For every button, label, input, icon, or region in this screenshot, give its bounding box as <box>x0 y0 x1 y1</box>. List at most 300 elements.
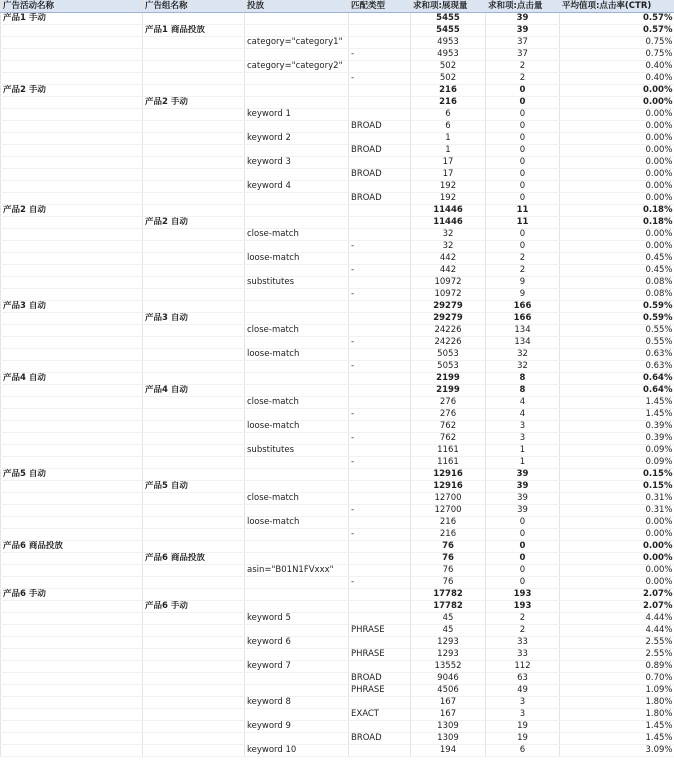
match-type-cell[interactable]: BROAD <box>349 193 411 205</box>
match-type-cell[interactable]: PHRASE <box>349 649 411 661</box>
ad-group-cell[interactable] <box>143 13 245 25</box>
targeting-cell[interactable]: close-match <box>245 229 349 241</box>
match-type-cell[interactable] <box>349 37 411 49</box>
impressions-cell[interactable]: 216 <box>411 97 486 109</box>
ad-group-cell[interactable] <box>143 241 245 253</box>
campaign-cell[interactable] <box>1 697 143 709</box>
campaign-cell[interactable] <box>1 169 143 181</box>
campaign-cell[interactable] <box>1 649 143 661</box>
ctr-cell[interactable]: 0.15% <box>560 469 674 481</box>
ctr-cell[interactable]: 0.70% <box>560 673 674 685</box>
ad-group-cell[interactable] <box>143 157 245 169</box>
clicks-cell[interactable]: 3 <box>486 697 560 709</box>
clicks-cell[interactable]: 0 <box>486 133 560 145</box>
campaign-cell[interactable] <box>1 397 143 409</box>
clicks-cell[interactable]: 2 <box>486 253 560 265</box>
impressions-cell[interactable]: 442 <box>411 253 486 265</box>
ad-group-cell[interactable] <box>143 229 245 241</box>
ad-group-cell[interactable] <box>143 409 245 421</box>
targeting-cell[interactable] <box>245 25 349 37</box>
campaign-cell[interactable] <box>1 217 143 229</box>
clicks-cell[interactable]: 32 <box>486 361 560 373</box>
impressions-cell[interactable]: 1309 <box>411 721 486 733</box>
ctr-cell[interactable]: 1.45% <box>560 733 674 745</box>
campaign-cell[interactable] <box>1 493 143 505</box>
targeting-cell[interactable] <box>245 625 349 637</box>
impressions-cell[interactable]: 9046 <box>411 673 486 685</box>
match-type-cell[interactable] <box>349 493 411 505</box>
campaign-cell[interactable] <box>1 133 143 145</box>
ad-group-cell[interactable] <box>143 73 245 85</box>
impressions-cell[interactable]: 216 <box>411 529 486 541</box>
impressions-cell[interactable]: 11446 <box>411 205 486 217</box>
clicks-cell[interactable]: 39 <box>486 469 560 481</box>
impressions-cell[interactable]: 1293 <box>411 637 486 649</box>
ctr-cell[interactable]: 3.09% <box>560 745 674 757</box>
clicks-cell[interactable]: 11 <box>486 217 560 229</box>
ad-group-cell[interactable] <box>143 577 245 589</box>
ctr-cell[interactable]: 0.64% <box>560 385 674 397</box>
targeting-cell[interactable] <box>245 385 349 397</box>
match-type-cell[interactable] <box>349 253 411 265</box>
impressions-cell[interactable]: 1161 <box>411 445 486 457</box>
targeting-cell[interactable]: asin="B01N1FVxxx" <box>245 565 349 577</box>
targeting-cell[interactable]: close-match <box>245 397 349 409</box>
targeting-cell[interactable] <box>245 529 349 541</box>
impressions-cell[interactable]: 762 <box>411 421 486 433</box>
targeting-cell[interactable] <box>245 733 349 745</box>
ad-group-cell[interactable] <box>143 349 245 361</box>
targeting-cell[interactable] <box>245 373 349 385</box>
impressions-cell[interactable]: 13552 <box>411 661 486 673</box>
ctr-cell[interactable]: 0.00% <box>560 541 674 553</box>
impressions-cell[interactable]: 32 <box>411 241 486 253</box>
campaign-cell[interactable] <box>1 337 143 349</box>
campaign-cell[interactable] <box>1 565 143 577</box>
ctr-cell[interactable]: 0.18% <box>560 217 674 229</box>
ctr-cell[interactable]: 0.45% <box>560 265 674 277</box>
ad-group-cell[interactable] <box>143 361 245 373</box>
match-type-cell[interactable] <box>349 277 411 289</box>
ctr-cell[interactable]: 0.08% <box>560 277 674 289</box>
campaign-cell[interactable] <box>1 745 143 757</box>
ctr-cell[interactable]: 1.45% <box>560 721 674 733</box>
clicks-cell[interactable]: 0 <box>486 169 560 181</box>
clicks-cell[interactable]: 166 <box>486 301 560 313</box>
clicks-cell[interactable]: 0 <box>486 241 560 253</box>
targeting-cell[interactable]: category="category1" <box>245 37 349 49</box>
impressions-cell[interactable]: 194 <box>411 745 486 757</box>
impressions-cell[interactable]: 502 <box>411 61 486 73</box>
header-targeting[interactable]: 投放 <box>245 0 349 13</box>
clicks-cell[interactable]: 2 <box>486 61 560 73</box>
campaign-cell[interactable] <box>1 241 143 253</box>
impressions-cell[interactable]: 11446 <box>411 217 486 229</box>
clicks-cell[interactable]: 4 <box>486 409 560 421</box>
campaign-cell[interactable] <box>1 313 143 325</box>
clicks-cell[interactable]: 63 <box>486 673 560 685</box>
targeting-cell[interactable] <box>245 145 349 157</box>
impressions-cell[interactable]: 76 <box>411 541 486 553</box>
impressions-cell[interactable]: 167 <box>411 709 486 721</box>
clicks-cell[interactable]: 0 <box>486 577 560 589</box>
match-type-cell[interactable] <box>349 229 411 241</box>
ad-group-cell[interactable] <box>143 61 245 73</box>
ctr-cell[interactable]: 1.09% <box>560 685 674 697</box>
match-type-cell[interactable] <box>349 697 411 709</box>
campaign-cell[interactable] <box>1 721 143 733</box>
targeting-cell[interactable] <box>245 85 349 97</box>
ad-group-cell[interactable]: 产品2 自动 <box>143 217 245 229</box>
impressions-cell[interactable]: 12916 <box>411 469 486 481</box>
ad-group-cell[interactable] <box>143 637 245 649</box>
campaign-cell[interactable] <box>1 457 143 469</box>
targeting-cell[interactable] <box>245 553 349 565</box>
campaign-cell[interactable] <box>1 553 143 565</box>
ad-group-cell[interactable] <box>143 193 245 205</box>
campaign-cell[interactable] <box>1 277 143 289</box>
ctr-cell[interactable]: 2.07% <box>560 589 674 601</box>
ctr-cell[interactable]: 2.55% <box>560 637 674 649</box>
targeting-cell[interactable] <box>245 49 349 61</box>
targeting-cell[interactable] <box>245 481 349 493</box>
header-campaign[interactable]: 广告活动名称 <box>1 0 143 13</box>
ad-group-cell[interactable]: 产品3 自动 <box>143 313 245 325</box>
ctr-cell[interactable]: 0.57% <box>560 25 674 37</box>
clicks-cell[interactable]: 134 <box>486 337 560 349</box>
clicks-cell[interactable]: 39 <box>486 13 560 25</box>
impressions-cell[interactable]: 1293 <box>411 649 486 661</box>
clicks-cell[interactable]: 193 <box>486 589 560 601</box>
clicks-cell[interactable]: 4 <box>486 397 560 409</box>
match-type-cell[interactable] <box>349 565 411 577</box>
ad-group-cell[interactable] <box>143 37 245 49</box>
ctr-cell[interactable]: 0.08% <box>560 289 674 301</box>
targeting-cell[interactable]: category="category2" <box>245 61 349 73</box>
impressions-cell[interactable]: 2199 <box>411 373 486 385</box>
match-type-cell[interactable] <box>349 553 411 565</box>
clicks-cell[interactable]: 9 <box>486 289 560 301</box>
campaign-cell[interactable] <box>1 505 143 517</box>
clicks-cell[interactable]: 49 <box>486 685 560 697</box>
ad-group-cell[interactable] <box>143 169 245 181</box>
campaign-cell[interactable] <box>1 193 143 205</box>
targeting-cell[interactable]: keyword 6 <box>245 637 349 649</box>
ad-group-cell[interactable] <box>143 745 245 757</box>
targeting-cell[interactable] <box>245 169 349 181</box>
ctr-cell[interactable]: 0.18% <box>560 205 674 217</box>
targeting-cell[interactable] <box>245 361 349 373</box>
impressions-cell[interactable]: 216 <box>411 85 486 97</box>
header-impressions[interactable]: 求和项:展现量 <box>411 0 486 13</box>
ad-group-cell[interactable] <box>143 505 245 517</box>
ad-group-cell[interactable] <box>143 541 245 553</box>
ad-group-cell[interactable] <box>143 625 245 637</box>
ad-group-cell[interactable] <box>143 133 245 145</box>
campaign-cell[interactable] <box>1 685 143 697</box>
ctr-cell[interactable]: 0.57% <box>560 13 674 25</box>
campaign-cell[interactable] <box>1 709 143 721</box>
clicks-cell[interactable]: 3 <box>486 421 560 433</box>
impressions-cell[interactable]: 12700 <box>411 505 486 517</box>
match-type-cell[interactable]: EXACT <box>349 709 411 721</box>
match-type-cell[interactable]: - <box>349 505 411 517</box>
clicks-cell[interactable]: 0 <box>486 109 560 121</box>
header-ad-group[interactable]: 广告组名称 <box>143 0 245 13</box>
ad-group-cell[interactable] <box>143 613 245 625</box>
ad-group-cell[interactable] <box>143 709 245 721</box>
targeting-cell[interactable] <box>245 217 349 229</box>
match-type-cell[interactable]: BROAD <box>349 145 411 157</box>
campaign-cell[interactable] <box>1 145 143 157</box>
ad-group-cell[interactable] <box>143 721 245 733</box>
ctr-cell[interactable]: 0.89% <box>560 661 674 673</box>
impressions-cell[interactable]: 4953 <box>411 37 486 49</box>
clicks-cell[interactable]: 193 <box>486 601 560 613</box>
campaign-cell[interactable] <box>1 637 143 649</box>
ctr-cell[interactable]: 0.75% <box>560 49 674 61</box>
ctr-cell[interactable]: 0.00% <box>560 553 674 565</box>
impressions-cell[interactable]: 5455 <box>411 13 486 25</box>
targeting-cell[interactable]: close-match <box>245 493 349 505</box>
clicks-cell[interactable]: 166 <box>486 313 560 325</box>
ctr-cell[interactable]: 0.64% <box>560 373 674 385</box>
match-type-cell[interactable] <box>349 313 411 325</box>
campaign-cell[interactable] <box>1 517 143 529</box>
clicks-cell[interactable]: 0 <box>486 97 560 109</box>
targeting-cell[interactable] <box>245 541 349 553</box>
ad-group-cell[interactable] <box>143 493 245 505</box>
campaign-cell[interactable] <box>1 661 143 673</box>
ctr-cell[interactable]: 0.31% <box>560 505 674 517</box>
impressions-cell[interactable]: 12916 <box>411 481 486 493</box>
campaign-cell[interactable] <box>1 733 143 745</box>
clicks-cell[interactable]: 0 <box>486 121 560 133</box>
ad-group-cell[interactable] <box>143 289 245 301</box>
targeting-cell[interactable]: loose-match <box>245 253 349 265</box>
targeting-cell[interactable]: keyword 5 <box>245 613 349 625</box>
impressions-cell[interactable]: 4506 <box>411 685 486 697</box>
ad-group-cell[interactable] <box>143 529 245 541</box>
ctr-cell[interactable]: 0.31% <box>560 493 674 505</box>
clicks-cell[interactable]: 112 <box>486 661 560 673</box>
match-type-cell[interactable]: - <box>349 265 411 277</box>
clicks-cell[interactable]: 134 <box>486 325 560 337</box>
ad-group-cell[interactable] <box>143 301 245 313</box>
clicks-cell[interactable]: 3 <box>486 433 560 445</box>
campaign-cell[interactable] <box>1 325 143 337</box>
clicks-cell[interactable]: 0 <box>486 529 560 541</box>
targeting-cell[interactable] <box>245 709 349 721</box>
targeting-cell[interactable] <box>245 97 349 109</box>
match-type-cell[interactable] <box>349 469 411 481</box>
targeting-cell[interactable]: keyword 10 <box>245 745 349 757</box>
ctr-cell[interactable]: 1.45% <box>560 409 674 421</box>
targeting-cell[interactable] <box>245 673 349 685</box>
match-type-cell[interactable] <box>349 637 411 649</box>
ctr-cell[interactable]: 0.00% <box>560 109 674 121</box>
impressions-cell[interactable]: 1161 <box>411 457 486 469</box>
clicks-cell[interactable]: 2 <box>486 625 560 637</box>
match-type-cell[interactable] <box>349 385 411 397</box>
impressions-cell[interactable]: 192 <box>411 181 486 193</box>
match-type-cell[interactable] <box>349 421 411 433</box>
impressions-cell[interactable]: 4953 <box>411 49 486 61</box>
match-type-cell[interactable] <box>349 25 411 37</box>
targeting-cell[interactable]: substitutes <box>245 277 349 289</box>
ctr-cell[interactable]: 0.09% <box>560 457 674 469</box>
targeting-cell[interactable]: keyword 3 <box>245 157 349 169</box>
impressions-cell[interactable]: 24226 <box>411 325 486 337</box>
campaign-cell[interactable] <box>1 433 143 445</box>
match-type-cell[interactable] <box>349 133 411 145</box>
match-type-cell[interactable] <box>349 205 411 217</box>
impressions-cell[interactable]: 6 <box>411 121 486 133</box>
campaign-cell[interactable]: 产品6 商品投放 <box>1 541 143 553</box>
campaign-cell[interactable] <box>1 253 143 265</box>
clicks-cell[interactable]: 2 <box>486 73 560 85</box>
clicks-cell[interactable]: 0 <box>486 541 560 553</box>
campaign-cell[interactable] <box>1 625 143 637</box>
campaign-cell[interactable] <box>1 421 143 433</box>
ad-group-cell[interactable] <box>143 337 245 349</box>
ctr-cell[interactable]: 0.59% <box>560 301 674 313</box>
ctr-cell[interactable]: 0.40% <box>560 73 674 85</box>
clicks-cell[interactable]: 1 <box>486 457 560 469</box>
ctr-cell[interactable]: 0.00% <box>560 193 674 205</box>
campaign-cell[interactable] <box>1 97 143 109</box>
ctr-cell[interactable]: 0.00% <box>560 241 674 253</box>
ctr-cell[interactable]: 4.44% <box>560 625 674 637</box>
campaign-cell[interactable] <box>1 361 143 373</box>
match-type-cell[interactable] <box>349 589 411 601</box>
campaign-cell[interactable] <box>1 445 143 457</box>
match-type-cell[interactable]: - <box>349 361 411 373</box>
impressions-cell[interactable]: 29279 <box>411 313 486 325</box>
impressions-cell[interactable]: 276 <box>411 397 486 409</box>
ad-group-cell[interactable] <box>143 469 245 481</box>
ctr-cell[interactable]: 0.00% <box>560 181 674 193</box>
match-type-cell[interactable]: - <box>349 49 411 61</box>
ctr-cell[interactable]: 0.00% <box>560 121 674 133</box>
match-type-cell[interactable] <box>349 481 411 493</box>
ad-group-cell[interactable] <box>143 205 245 217</box>
targeting-cell[interactable]: keyword 1 <box>245 109 349 121</box>
clicks-cell[interactable]: 8 <box>486 385 560 397</box>
clicks-cell[interactable]: 39 <box>486 493 560 505</box>
targeting-cell[interactable]: keyword 2 <box>245 133 349 145</box>
clicks-cell[interactable]: 39 <box>486 25 560 37</box>
campaign-cell[interactable] <box>1 49 143 61</box>
impressions-cell[interactable]: 1 <box>411 133 486 145</box>
impressions-cell[interactable]: 17 <box>411 157 486 169</box>
ctr-cell[interactable]: 0.09% <box>560 445 674 457</box>
campaign-cell[interactable]: 产品2 手动 <box>1 85 143 97</box>
impressions-cell[interactable]: 12700 <box>411 493 486 505</box>
ad-group-cell[interactable] <box>143 277 245 289</box>
ad-group-cell[interactable] <box>143 445 245 457</box>
ad-group-cell[interactable] <box>143 49 245 61</box>
targeting-cell[interactable] <box>245 337 349 349</box>
impressions-cell[interactable]: 1 <box>411 145 486 157</box>
match-type-cell[interactable]: - <box>349 529 411 541</box>
ctr-cell[interactable]: 0.39% <box>560 433 674 445</box>
clicks-cell[interactable]: 0 <box>486 157 560 169</box>
ctr-cell[interactable]: 0.00% <box>560 529 674 541</box>
campaign-cell[interactable] <box>1 673 143 685</box>
ad-group-cell[interactable] <box>143 517 245 529</box>
match-type-cell[interactable]: - <box>349 577 411 589</box>
ad-group-cell[interactable] <box>143 433 245 445</box>
match-type-cell[interactable]: - <box>349 241 411 253</box>
campaign-cell[interactable] <box>1 409 143 421</box>
ctr-cell[interactable]: 0.15% <box>560 481 674 493</box>
match-type-cell[interactable] <box>349 613 411 625</box>
impressions-cell[interactable]: 45 <box>411 625 486 637</box>
ad-group-cell[interactable] <box>143 661 245 673</box>
campaign-cell[interactable] <box>1 349 143 361</box>
ctr-cell[interactable]: 0.00% <box>560 157 674 169</box>
targeting-cell[interactable] <box>245 577 349 589</box>
targeting-cell[interactable]: substitutes <box>245 445 349 457</box>
clicks-cell[interactable]: 11 <box>486 205 560 217</box>
campaign-cell[interactable]: 产品4 自动 <box>1 373 143 385</box>
ctr-cell[interactable]: 0.39% <box>560 421 674 433</box>
clicks-cell[interactable]: 2 <box>486 265 560 277</box>
ctr-cell[interactable]: 0.00% <box>560 145 674 157</box>
ctr-cell[interactable]: 0.40% <box>560 61 674 73</box>
targeting-cell[interactable] <box>245 409 349 421</box>
match-type-cell[interactable]: - <box>349 433 411 445</box>
ctr-cell[interactable]: 4.44% <box>560 613 674 625</box>
ctr-cell[interactable]: 0.55% <box>560 337 674 349</box>
ctr-cell[interactable]: 0.00% <box>560 517 674 529</box>
ad-group-cell[interactable]: 产品1 商品投放 <box>143 25 245 37</box>
campaign-cell[interactable] <box>1 181 143 193</box>
match-type-cell[interactable] <box>349 541 411 553</box>
impressions-cell[interactable]: 76 <box>411 565 486 577</box>
clicks-cell[interactable]: 0 <box>486 181 560 193</box>
targeting-cell[interactable]: loose-match <box>245 421 349 433</box>
match-type-cell[interactable]: BROAD <box>349 121 411 133</box>
ad-group-cell[interactable] <box>143 733 245 745</box>
ctr-cell[interactable]: 1.45% <box>560 397 674 409</box>
clicks-cell[interactable]: 19 <box>486 733 560 745</box>
ad-group-cell[interactable]: 产品6 手动 <box>143 601 245 613</box>
clicks-cell[interactable]: 39 <box>486 505 560 517</box>
clicks-cell[interactable]: 32 <box>486 349 560 361</box>
match-type-cell[interactable] <box>349 745 411 757</box>
ad-group-cell[interactable] <box>143 121 245 133</box>
match-type-cell[interactable]: PHRASE <box>349 625 411 637</box>
targeting-cell[interactable] <box>245 265 349 277</box>
impressions-cell[interactable]: 5053 <box>411 349 486 361</box>
clicks-cell[interactable]: 39 <box>486 481 560 493</box>
impressions-cell[interactable]: 76 <box>411 577 486 589</box>
match-type-cell[interactable] <box>349 445 411 457</box>
match-type-cell[interactable]: - <box>349 289 411 301</box>
campaign-cell[interactable]: 产品5 自动 <box>1 469 143 481</box>
match-type-cell[interactable] <box>349 217 411 229</box>
targeting-cell[interactable]: keyword 4 <box>245 181 349 193</box>
match-type-cell[interactable] <box>349 301 411 313</box>
match-type-cell[interactable]: - <box>349 337 411 349</box>
campaign-cell[interactable] <box>1 481 143 493</box>
ad-group-cell[interactable] <box>143 109 245 121</box>
impressions-cell[interactable]: 442 <box>411 265 486 277</box>
impressions-cell[interactable]: 762 <box>411 433 486 445</box>
clicks-cell[interactable]: 0 <box>486 145 560 157</box>
